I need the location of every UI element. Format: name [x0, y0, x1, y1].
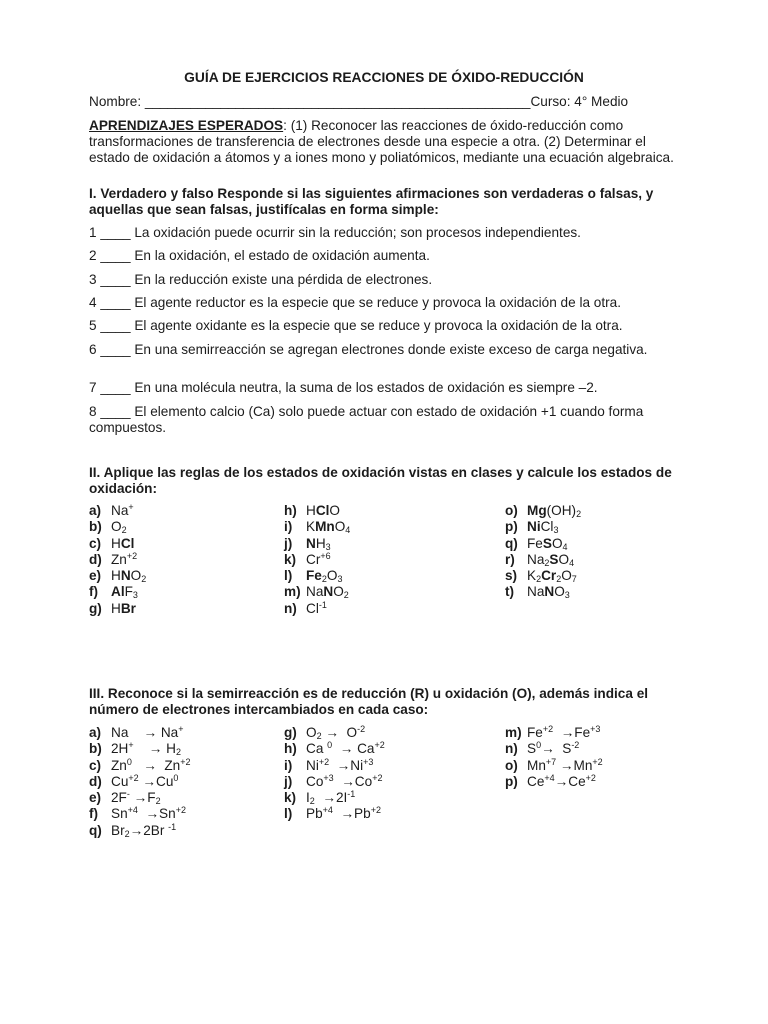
chemical-formula: HCl: [111, 535, 135, 551]
section3-col2: [284, 725, 385, 823]
exercise-item: [89, 790, 191, 806]
chemical-formula: $I_2 \to 2I^{-1}$: [306, 789, 356, 807]
learning-outcomes: [89, 118, 689, 166]
section2-heading: II. Aplique las reglas de los estados de oxidación vistas en clases y calcule los estados de oxidación:: [89, 465, 672, 496]
exercise-label: t): [505, 584, 515, 600]
exercise-item: [505, 758, 603, 774]
chemical-formula: 2H+ → $H_2$: [111, 740, 181, 758]
chemical-formula: NaNO$_2$: [306, 584, 349, 601]
exercise-label: k): [284, 790, 297, 806]
exercise-item: [505, 536, 581, 552]
chemical-formula: $NH_3$: [306, 535, 331, 552]
learning-outcomes-text: : (1) Reconocer las reacciones de óxido-reducción como transformaciones de transferencia de electrones desde una especie a otra. (2) Determinar el estado de oxidación a átomos y a iones mono y poliatómicos, mediante una ecuación algebraica.: [89, 118, 674, 165]
exercise-label: j): [284, 535, 293, 551]
exercise-item: [505, 774, 603, 790]
exercise-item: [89, 806, 191, 822]
exercise-item: [284, 584, 350, 600]
exercise-label: b): [89, 741, 102, 757]
exercise-label: h): [284, 503, 297, 518]
chemical-formula: $Mg(OH)_2$: [527, 503, 582, 519]
exercise-item: [89, 725, 191, 741]
chemical-formula: $Cr^{+6}$: [306, 550, 331, 567]
chemical-formula: $Mn^{+7} \to Mn^{+2}$: [527, 756, 603, 773]
page-title: GUÍA DE EJERCICIOS REACCIONES DE ÓXIDO-REDUCCIÓN: [184, 70, 584, 85]
exercise-label: n): [284, 600, 297, 616]
chemical-formula: Ca $^0 \to Ca^{+2}$: [306, 740, 385, 757]
chemical-formula: $O_2$: [111, 519, 127, 536]
chemical-formula: $Co^{+3} \to Co^{+2}$: [306, 772, 383, 789]
exercise-item: [89, 774, 191, 790]
exercise-label: c): [89, 757, 102, 773]
section2-col1: [89, 503, 146, 617]
exercise-item: [284, 758, 385, 774]
exercise-item: [284, 790, 385, 806]
exercise-label: c): [89, 535, 102, 551]
exercise-item: [89, 552, 146, 568]
chemical-formula: Na → Na+: [111, 724, 184, 740]
exercise-item: [284, 774, 385, 790]
exercise-label: g): [89, 600, 102, 616]
chemical-formula: $Fe_2O_3$: [306, 568, 343, 585]
section2-col3: [505, 503, 581, 601]
exercise-item: [89, 568, 146, 584]
chemical-formula: $Ce^{+4}\to Ce^{+2}$: [527, 772, 596, 789]
exercise-label: e): [89, 790, 102, 806]
exercise-label: d): [89, 551, 102, 567]
exercise-label: a): [89, 503, 102, 518]
tf-item: 2 ____ En la oxidación, el estado de oxidación aumenta.: [89, 248, 430, 263]
chemical-formula: HClO: [306, 503, 340, 518]
exercise-item: [89, 601, 146, 617]
chemical-formula: $Br_2\to 2Br$ $^{-1}$: [111, 821, 177, 839]
chemical-formula: $Cl^{-1}$: [306, 599, 327, 616]
chemical-formula: $Ni^{+2} \to Ni^{+3}$: [306, 756, 374, 773]
exercise-label: o): [505, 503, 518, 518]
exercise-item: [505, 584, 581, 600]
name-course-line: Nombre: ___________________________________________________Curso: 4° Medio: [89, 94, 629, 109]
exercise-label: f): [89, 806, 99, 822]
exercise-item: [89, 503, 146, 519]
chemical-formula: $S^0\to S^{-2}$: [527, 740, 580, 757]
exercise-label: l): [284, 806, 293, 822]
exercise-label: p): [505, 519, 518, 535]
exercise-item: [89, 741, 191, 757]
exercise-item: [89, 758, 191, 774]
section3-col3: [505, 725, 603, 790]
exercise-item: [284, 568, 350, 584]
exercise-item: [505, 519, 581, 535]
exercise-label: m): [284, 584, 301, 600]
exercise-label: i): [284, 757, 293, 773]
chemical-formula: KMnO$_4$: [306, 519, 351, 536]
chemical-formula: $Cu^{+2} \to Cu^0$: [111, 772, 179, 789]
tf-item: 4 ____ El agente reductor es la especie que se reduce y provoca la oxidación de la otra.: [89, 295, 622, 310]
tf-item: 7 ____ En una molécula neutra, la suma de los estados de oxidación es siempre –2.: [89, 380, 598, 395]
exercise-item: [284, 536, 350, 552]
chemical-formula: HBr: [111, 600, 136, 616]
exercise-item: [89, 519, 146, 535]
exercise-label: k): [284, 551, 297, 567]
exercise-label: j): [284, 773, 293, 789]
chemical-formula: FeSO$_4$: [527, 535, 568, 552]
exercise-label: q): [505, 535, 518, 551]
section3-heading: III. Reconoce si la semirreacción es de reducción (R) u oxidación (O), además indica el número de electrones intercambiados en cada caso:: [89, 686, 649, 717]
exercise-item: [284, 806, 385, 822]
exercise-item: [284, 725, 385, 741]
exercise-label: b): [89, 519, 102, 535]
chemical-formula: $Fe^{+2} \to Fe^{+3}$: [527, 724, 601, 740]
chemical-formula: $Zn^{+2}$: [111, 550, 138, 567]
exercise-label: f): [89, 584, 99, 600]
exercise-label: o): [505, 757, 518, 773]
exercise-label: r): [505, 551, 515, 567]
exercise-item: [284, 601, 350, 617]
exercise-label: i): [284, 519, 293, 535]
exercise-item: [284, 741, 385, 757]
exercise-item: [505, 568, 581, 584]
exercise-label: m): [505, 725, 522, 740]
chemical-formula: Na+: [111, 502, 134, 518]
exercise-label: h): [284, 741, 297, 757]
exercise-item: [505, 725, 603, 741]
exercise-label: a): [89, 725, 102, 740]
section3-col1: [89, 725, 191, 839]
chemical-formula: $O_2 \to O^{-2}$: [306, 724, 366, 741]
exercise-label: d): [89, 773, 102, 789]
exercise-label: e): [89, 568, 102, 584]
exercise-item: [89, 536, 146, 552]
tf-item: 8 ____ El elemento calcio (Ca) solo puede actuar con estado de oxidación +1 cuando forma compuestos.: [89, 404, 644, 435]
chemical-formula: NaNO$_3$: [527, 584, 570, 601]
chemical-formula: $Pb^{+4} \to Pb^{+2}$: [306, 805, 381, 822]
chemical-formula: NiCl$_3$: [527, 519, 559, 536]
section2-col2: [284, 503, 350, 617]
exercise-item: [505, 741, 603, 757]
tf-item: 5 ____ El agente oxidante es la especie que se reduce y provoca la oxidación de la otra.: [89, 318, 623, 333]
exercise-label: s): [505, 568, 518, 584]
chemical-formula: $Sn^{+4} \to Sn^{+2}$: [111, 805, 186, 822]
exercise-item: [284, 552, 350, 568]
chemical-formula: AlF$_3$: [111, 584, 138, 601]
exercise-label: p): [505, 773, 518, 789]
tf-item: 1 ____ La oxidación puede ocurrir sin la reducción; son procesos independientes.: [89, 225, 581, 240]
chemical-formula: $2F^- \to F_2$: [111, 789, 161, 807]
exercise-item: [505, 552, 581, 568]
exercise-item: [284, 519, 350, 535]
exercise-label: l): [284, 568, 293, 584]
exercise-label: g): [284, 725, 297, 740]
section1-heading: I. Verdadero y falso Responde si las siguientes afirmaciones son verdaderas o falsas, y aquellas que sean falsas, justifícalas en forma simple:: [89, 186, 654, 217]
exercise-item: [89, 823, 191, 839]
exercise-item: [89, 584, 146, 600]
exercise-item: [505, 503, 581, 519]
chemical-formula: $K_2Cr_2O_7$: [527, 568, 577, 585]
exercise-label: n): [505, 741, 518, 757]
chemical-formula: $HNO_2$: [111, 568, 147, 585]
chemical-formula: $Zn^0 \to Zn^{+2}$: [111, 756, 191, 773]
tf-item: 6 ____ En una semirreacción se agregan electrones donde existe exceso de carga negativa.: [89, 342, 648, 357]
exercise-item: [284, 503, 350, 519]
chemical-formula: $Na_2SO_4$: [527, 551, 575, 568]
exercise-label: q): [89, 822, 102, 838]
tf-item: 3 ____ En la reducción existe una pérdida de electrones.: [89, 272, 433, 287]
learning-outcomes-label: APRENDIZAJES ESPERADOS: [89, 118, 284, 133]
